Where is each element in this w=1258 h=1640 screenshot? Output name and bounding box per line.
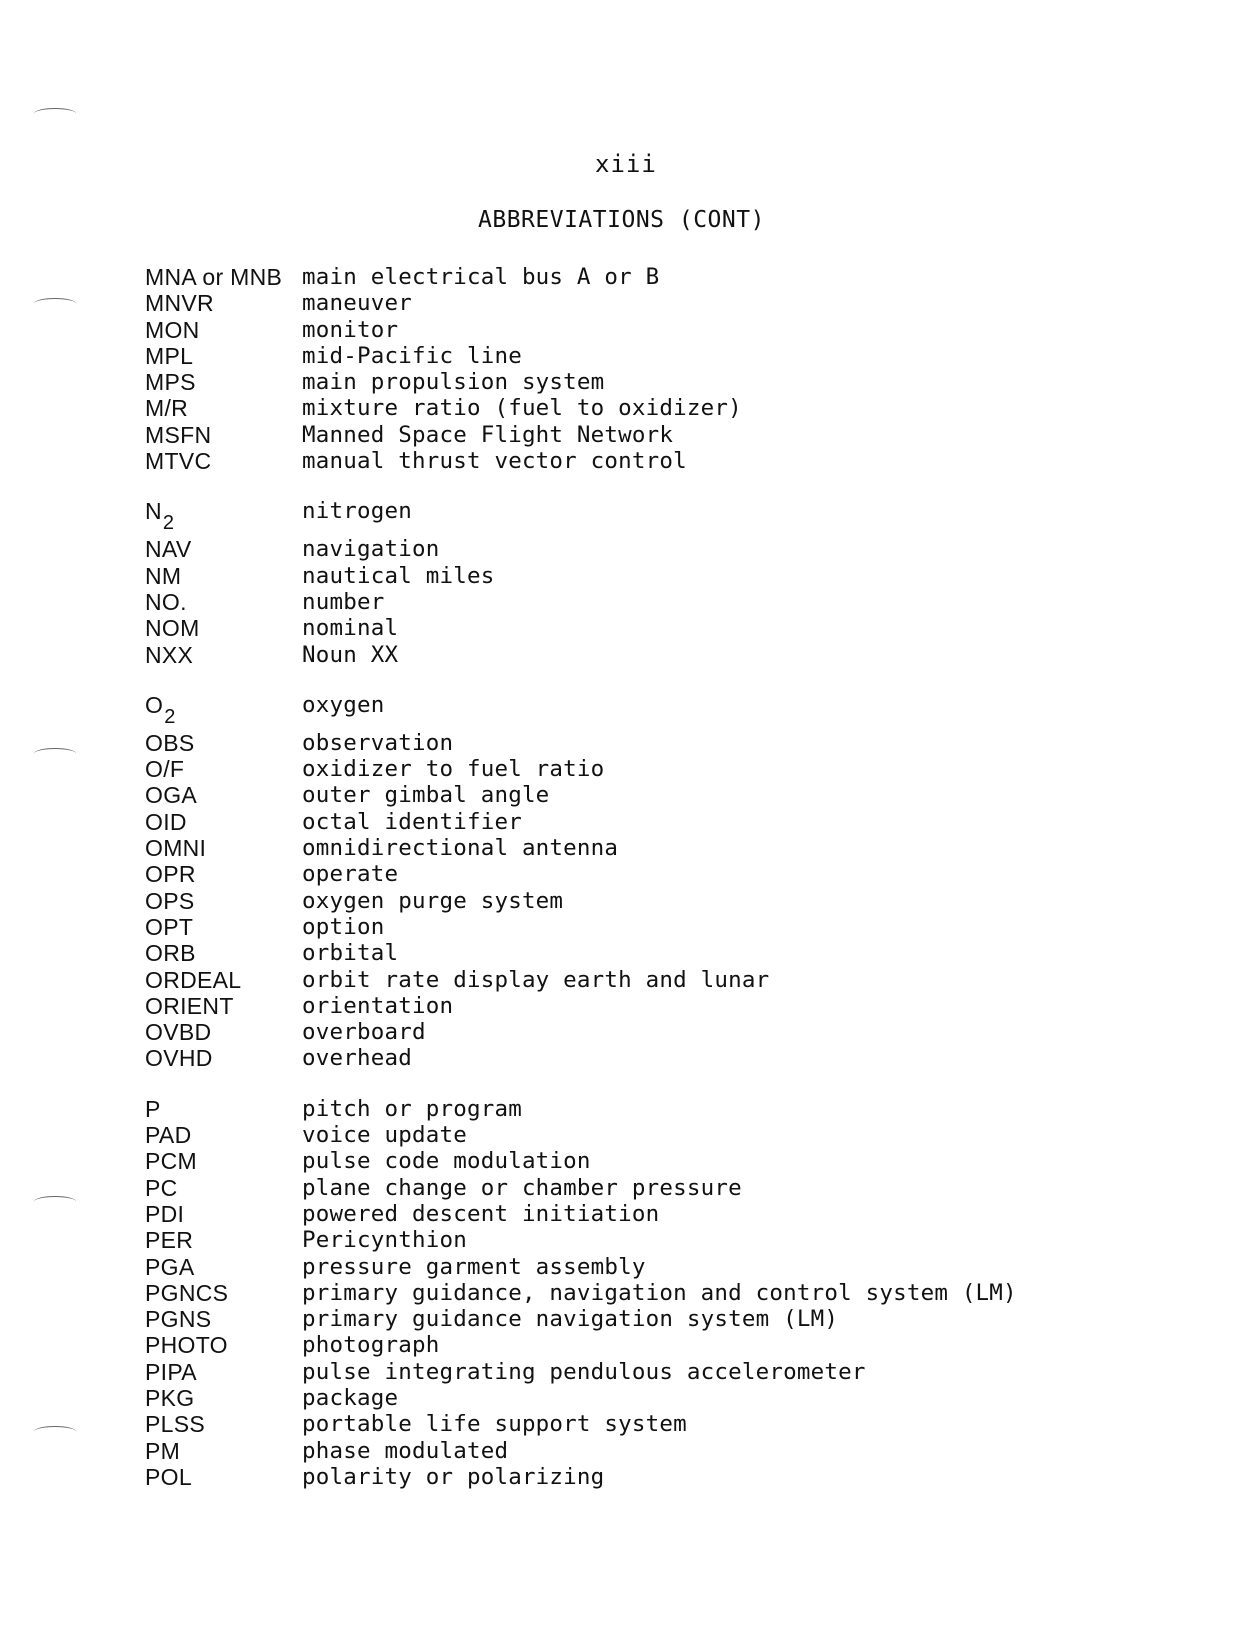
abbreviation-term bbox=[145, 369, 302, 395]
abbreviation-term-text: PGNS bbox=[145, 1306, 212, 1333]
abbreviation-definition: package bbox=[302, 1384, 399, 1411]
abbreviation-term-text: OBS bbox=[145, 729, 195, 756]
abbreviation-term-text: M/R bbox=[145, 395, 189, 422]
abbreviation-term-text: PCM bbox=[145, 1148, 198, 1175]
abbreviation-definition: Manned Space Flight Network bbox=[302, 421, 674, 448]
abbreviation-entry bbox=[145, 782, 1225, 808]
abbreviation-definition: portable life support system bbox=[302, 1411, 687, 1438]
abbreviation-entry bbox=[145, 1122, 1225, 1148]
abbreviation-definition: Pericynthion bbox=[302, 1227, 467, 1254]
abbreviation-term-text: OPR bbox=[145, 861, 196, 888]
abbreviation-term-text: PLSS bbox=[145, 1411, 206, 1438]
abbreviation-definition: orientation bbox=[302, 992, 454, 1019]
abbreviation-term-text: NM bbox=[145, 562, 182, 589]
abbreviation-term bbox=[145, 395, 302, 421]
abbreviation-term-text: MON bbox=[145, 316, 200, 343]
abbreviation-term-text: PM bbox=[145, 1437, 181, 1464]
abbreviation-entry bbox=[145, 290, 1225, 316]
abbreviation-definition: nautical miles bbox=[302, 562, 495, 589]
abbreviation-term bbox=[145, 809, 302, 835]
abbreviation-term-text: POL bbox=[145, 1463, 192, 1490]
abbreviation-definition: oxygen purge system bbox=[302, 887, 564, 914]
abbreviation-term bbox=[145, 756, 302, 782]
abbreviation-term bbox=[145, 1385, 302, 1411]
abbreviation-entry bbox=[145, 1280, 1225, 1306]
abbreviation-term-text: NOM bbox=[145, 615, 200, 642]
abbreviation-term bbox=[145, 1438, 302, 1464]
abbreviation-definition: observation bbox=[302, 729, 454, 756]
abbreviation-entry bbox=[145, 498, 1225, 536]
abbreviation-term-text: OVHD bbox=[145, 1045, 213, 1072]
abbreviation-term bbox=[145, 1359, 302, 1385]
abbreviation-entry bbox=[145, 1096, 1225, 1122]
abbreviation-term bbox=[145, 563, 302, 589]
abbreviation-definition: primary guidance, navigation and control system (LM) bbox=[302, 1279, 1017, 1306]
abbreviation-term bbox=[145, 1201, 302, 1227]
abbreviation-definition: outer gimbal angle bbox=[302, 782, 550, 809]
abbreviation-term bbox=[145, 1096, 302, 1122]
abbreviation-term-text: PDI bbox=[145, 1200, 185, 1227]
abbreviation-term bbox=[145, 264, 302, 290]
margin-mark bbox=[34, 748, 76, 759]
abbreviation-term-text: MPS bbox=[145, 369, 196, 396]
abbreviation-term bbox=[145, 730, 302, 756]
abbreviation-term-text: PGNCS bbox=[145, 1279, 229, 1306]
abbreviation-entry bbox=[145, 809, 1225, 835]
abbreviation-term-text: ORB bbox=[145, 940, 196, 967]
abbreviation-term bbox=[145, 1122, 302, 1148]
page-title: ABBREVIATIONS (CONT) bbox=[478, 207, 765, 233]
abbreviation-definition: photograph bbox=[302, 1332, 440, 1359]
abbreviation-definition: orbit rate display earth and lunar bbox=[302, 966, 770, 993]
abbreviation-entry bbox=[145, 448, 1225, 474]
abbreviation-definition: oxidizer to fuel ratio bbox=[302, 756, 605, 783]
abbreviation-definition: main electrical bus A or B bbox=[302, 264, 660, 290]
abbreviation-term bbox=[145, 1148, 302, 1174]
abbreviation-term-text: PC bbox=[145, 1174, 178, 1201]
abbreviation-term-text: P bbox=[145, 1095, 161, 1122]
abbreviation-term bbox=[145, 422, 302, 448]
abbreviation-term bbox=[145, 914, 302, 940]
margin-mark bbox=[34, 108, 76, 119]
abbreviation-term bbox=[145, 448, 302, 474]
abbreviation-entry bbox=[145, 1201, 1225, 1227]
abbreviation-term bbox=[145, 1464, 302, 1490]
abbreviation-term bbox=[145, 615, 302, 641]
abbreviation-term-text: ORIENT bbox=[145, 992, 234, 1019]
margin-mark bbox=[34, 1426, 76, 1437]
abbreviation-definition: navigation bbox=[302, 536, 440, 563]
abbreviation-term-text: NO. bbox=[145, 588, 187, 615]
abbreviation-term-text: OID bbox=[145, 808, 187, 835]
abbreviation-entry bbox=[145, 642, 1225, 668]
abbreviation-term bbox=[145, 888, 302, 914]
abbreviation-group bbox=[145, 264, 1225, 474]
abbreviation-term-text: OPS bbox=[145, 887, 195, 914]
abbreviation-subscript: 2 bbox=[164, 705, 176, 728]
abbreviation-term bbox=[145, 290, 302, 316]
abbreviation-term-text: PER bbox=[145, 1227, 194, 1254]
abbreviation-term-text: NAV bbox=[145, 536, 192, 563]
abbreviation-definition: operate bbox=[302, 861, 399, 888]
abbreviation-entry bbox=[145, 1227, 1225, 1253]
abbreviation-entry bbox=[145, 940, 1225, 966]
abbreviation-subscript: 2 bbox=[162, 512, 175, 535]
abbreviation-definition: mixture ratio (fuel to oxidizer) bbox=[302, 395, 742, 422]
abbreviation-definition: number bbox=[302, 588, 385, 615]
abbreviation-term bbox=[145, 1306, 302, 1332]
abbreviation-definition: orbital bbox=[302, 940, 399, 967]
abbreviation-entry bbox=[145, 1045, 1225, 1071]
abbreviation-entry bbox=[145, 422, 1225, 448]
abbreviation-term bbox=[145, 1280, 302, 1306]
abbreviation-term bbox=[145, 1045, 302, 1071]
abbreviation-group bbox=[145, 1096, 1225, 1490]
abbreviation-term bbox=[145, 498, 302, 536]
abbreviation-definition: nominal bbox=[302, 615, 399, 642]
abbreviation-entry bbox=[145, 914, 1225, 940]
abbreviation-term-text: MTVC bbox=[145, 448, 212, 475]
abbreviation-entry bbox=[145, 369, 1225, 395]
abbreviation-term bbox=[145, 993, 302, 1019]
abbreviation-term-text: PKG bbox=[145, 1384, 195, 1411]
abbreviation-group bbox=[145, 692, 1225, 1072]
abbreviation-definition: manual thrust vector control bbox=[302, 448, 687, 475]
abbreviation-definition: phase modulated bbox=[302, 1437, 509, 1464]
abbreviation-term bbox=[145, 1175, 302, 1201]
margin-mark bbox=[34, 1196, 76, 1207]
abbreviation-term-text: OPT bbox=[145, 913, 194, 940]
abbreviation-term-text: PAD bbox=[145, 1122, 192, 1149]
abbreviation-definition: main propulsion system bbox=[302, 369, 605, 396]
abbreviation-entry bbox=[145, 1254, 1225, 1280]
abbreviation-term bbox=[145, 861, 302, 887]
abbreviation-definition: primary guidance navigation system (LM) bbox=[302, 1306, 839, 1333]
abbreviation-term-text: N bbox=[145, 498, 162, 525]
abbreviation-entry bbox=[145, 615, 1225, 641]
abbreviation-term bbox=[145, 940, 302, 966]
abbreviation-entry bbox=[145, 1385, 1225, 1411]
abbreviation-entry bbox=[145, 730, 1225, 756]
abbreviation-term bbox=[145, 589, 302, 615]
abbreviation-term bbox=[145, 1332, 302, 1358]
margin-mark bbox=[34, 298, 76, 309]
abbreviation-entry bbox=[145, 888, 1225, 914]
abbreviation-term bbox=[145, 967, 302, 993]
abbreviation-term bbox=[145, 1411, 302, 1437]
abbreviation-term bbox=[145, 1227, 302, 1253]
abbreviation-definition: overhead bbox=[302, 1045, 412, 1072]
abbreviation-entry bbox=[145, 1332, 1225, 1358]
abbreviation-definition: plane change or chamber pressure bbox=[302, 1174, 742, 1201]
abbreviation-entry bbox=[145, 1148, 1225, 1174]
abbreviation-term-text: MPL bbox=[145, 342, 194, 369]
abbreviation-entry bbox=[145, 536, 1225, 562]
abbreviation-term-text: MNVR bbox=[145, 290, 214, 317]
abbreviation-definition: oxygen bbox=[302, 691, 385, 718]
abbreviation-definition: omnidirectional antenna bbox=[302, 835, 619, 862]
abbreviation-list bbox=[145, 264, 1225, 1514]
abbreviation-term bbox=[145, 1254, 302, 1280]
abbreviation-definition: Noun XX bbox=[302, 641, 399, 668]
abbreviation-term-text: MSFN bbox=[145, 421, 212, 448]
abbreviation-term bbox=[145, 536, 302, 562]
abbreviation-definition: voice update bbox=[302, 1122, 467, 1149]
abbreviation-entry bbox=[145, 563, 1225, 589]
abbreviation-definition: mid-Pacific line bbox=[302, 342, 522, 369]
abbreviation-entry bbox=[145, 589, 1225, 615]
abbreviation-entry bbox=[145, 756, 1225, 782]
abbreviation-definition: maneuver bbox=[302, 290, 412, 317]
abbreviation-term bbox=[145, 343, 302, 369]
abbreviation-definition: pitch or program bbox=[302, 1095, 522, 1122]
abbreviation-entry bbox=[145, 1019, 1225, 1045]
abbreviation-term-text: PIPA bbox=[145, 1358, 197, 1385]
abbreviation-term-text: ORDEAL bbox=[145, 966, 242, 993]
abbreviation-definition: option bbox=[302, 913, 385, 940]
abbreviation-term-text: OMNI bbox=[145, 835, 207, 862]
abbreviation-term bbox=[145, 642, 302, 668]
abbreviation-term-text: O bbox=[145, 691, 164, 718]
abbreviation-term-text: NXX bbox=[145, 641, 194, 668]
abbreviation-term-text: O/F bbox=[145, 756, 185, 783]
abbreviation-term bbox=[145, 835, 302, 861]
abbreviation-definition: pulse code modulation bbox=[302, 1148, 591, 1175]
abbreviation-entry bbox=[145, 1411, 1225, 1437]
abbreviation-entry bbox=[145, 1306, 1225, 1332]
abbreviation-definition: powered descent initiation bbox=[302, 1200, 660, 1227]
abbreviation-entry bbox=[145, 835, 1225, 861]
abbreviation-definition: octal identifier bbox=[302, 808, 522, 835]
abbreviation-entry bbox=[145, 1359, 1225, 1385]
abbreviation-entry bbox=[145, 993, 1225, 1019]
abbreviation-term-text: PGA bbox=[145, 1253, 195, 1280]
abbreviation-entry bbox=[145, 395, 1225, 421]
abbreviation-entry bbox=[145, 692, 1225, 730]
abbreviation-term-text: OVBD bbox=[145, 1019, 212, 1046]
abbreviation-definition: polarity or polarizing bbox=[302, 1463, 605, 1490]
abbreviation-entry bbox=[145, 264, 1225, 290]
abbreviation-entry bbox=[145, 343, 1225, 369]
abbreviation-definition: pressure garment assembly bbox=[302, 1253, 646, 1280]
abbreviation-entry bbox=[145, 317, 1225, 343]
abbreviation-term bbox=[145, 692, 302, 730]
abbreviation-term-text: MNA or MNB bbox=[145, 264, 283, 290]
abbreviation-term bbox=[145, 1019, 302, 1045]
abbreviation-term bbox=[145, 317, 302, 343]
abbreviation-entry bbox=[145, 1438, 1225, 1464]
abbreviation-entry bbox=[145, 1175, 1225, 1201]
abbreviation-definition: overboard bbox=[302, 1019, 426, 1046]
abbreviation-term-text: OGA bbox=[145, 782, 198, 809]
abbreviation-entry bbox=[145, 861, 1225, 887]
abbreviation-entry bbox=[145, 967, 1225, 993]
abbreviation-definition: nitrogen bbox=[302, 498, 412, 525]
abbreviation-entry bbox=[145, 1464, 1225, 1490]
abbreviation-definition: pulse integrating pendulous accelerometer bbox=[302, 1358, 866, 1385]
abbreviation-term bbox=[145, 782, 302, 808]
abbreviation-term-text: PHOTO bbox=[145, 1332, 228, 1359]
abbreviation-group bbox=[145, 498, 1225, 667]
page-number: xiii bbox=[595, 150, 657, 178]
abbreviation-definition: monitor bbox=[302, 316, 399, 343]
